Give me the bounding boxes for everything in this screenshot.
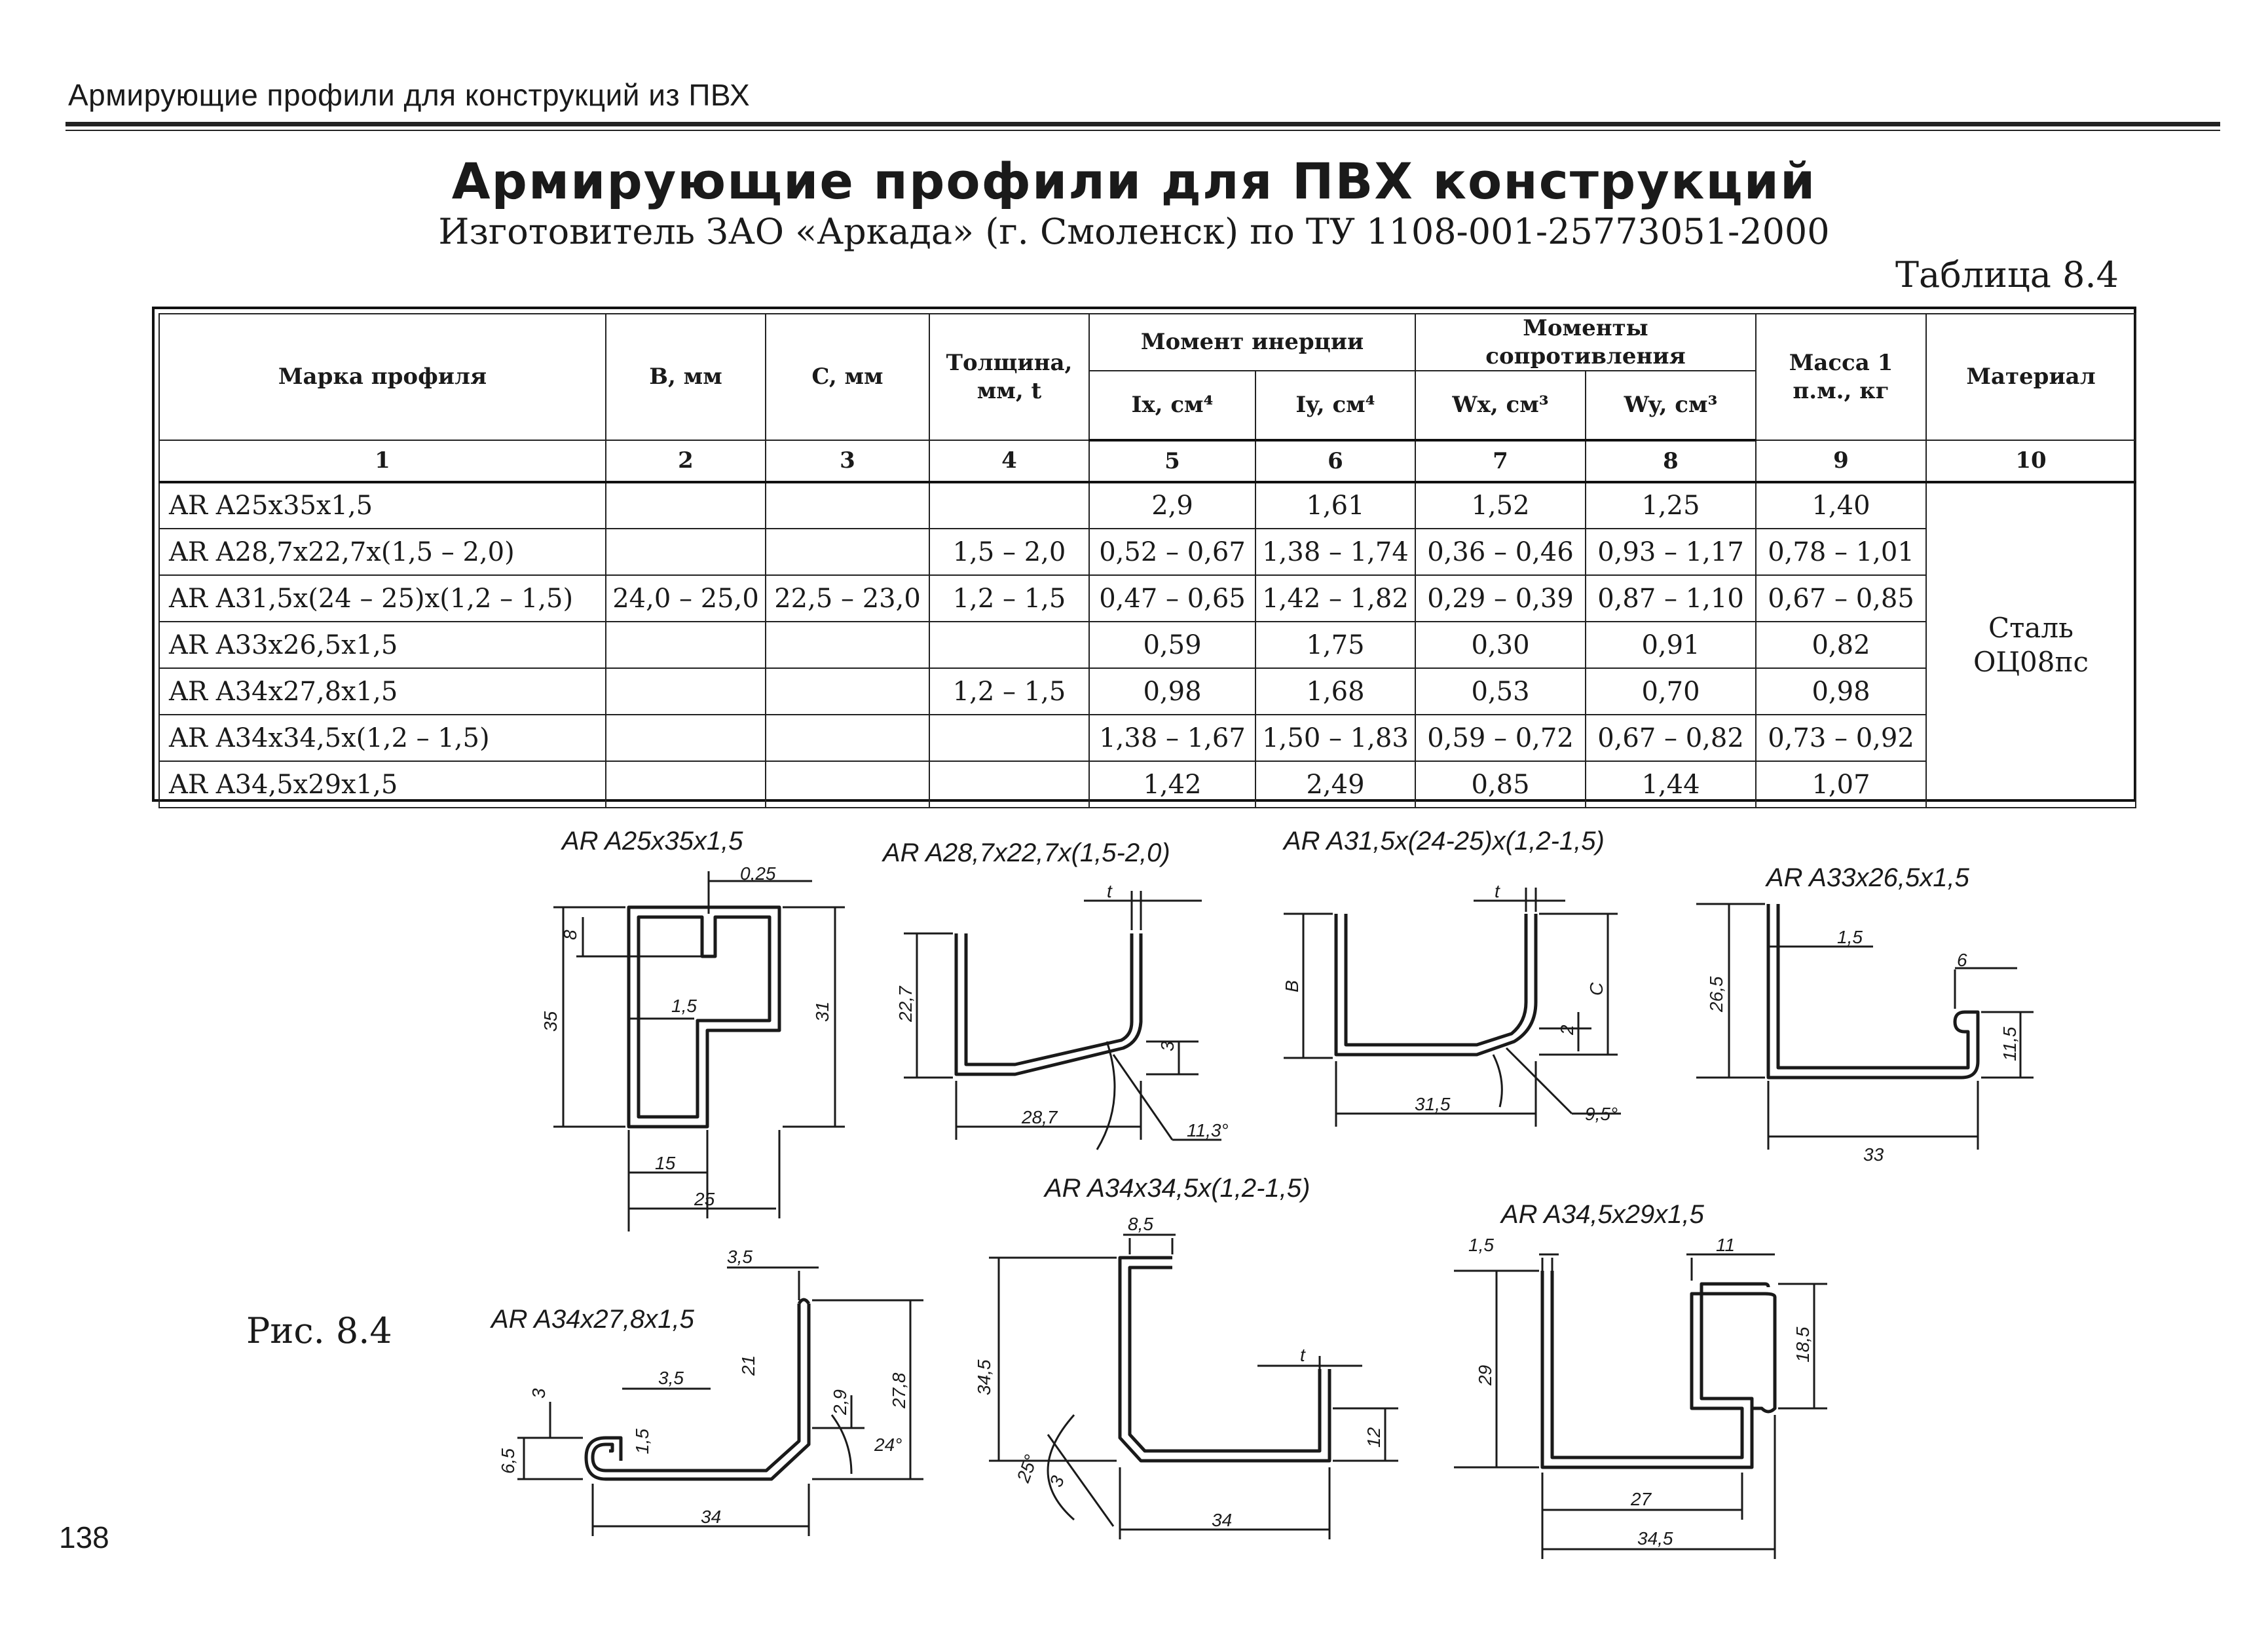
- dim-label: 25: [694, 1189, 715, 1209]
- cell-wy: 0,70: [1586, 668, 1756, 715]
- cell-mark: AR A34x34,5x(1,2 – 1,5): [159, 715, 606, 761]
- column-number: 10: [1926, 440, 2136, 482]
- dim-label: 31: [812, 1001, 832, 1022]
- header-material: Материал: [1926, 314, 2136, 440]
- dim-label: t: [1300, 1345, 1305, 1365]
- dim-label: 6,5: [498, 1448, 518, 1474]
- cell-iy: 2,49: [1255, 761, 1415, 808]
- cell-mass: 0,82: [1756, 622, 1926, 668]
- cell-mark: AR A34x27,8x1,5: [159, 668, 606, 715]
- dim-label: 8,5: [1128, 1214, 1153, 1234]
- cell-iy: 1,75: [1255, 622, 1415, 668]
- dim-label: 1,5: [632, 1429, 652, 1454]
- figure-label-a28x22: AR A28,7x22,7x(1,5-2,0): [883, 838, 1170, 867]
- page-subtitle: Изготовитель ЗАО «Аркада» (г. Смоленск) по ТУ 1108-001-25773051-2000: [438, 211, 1830, 252]
- figure-label-a25x35: AR A25x35x1,5: [562, 827, 743, 855]
- cell-iy: 1,61: [1255, 482, 1415, 529]
- profile-drawing-a34x34: [989, 1235, 1398, 1539]
- cell-wx: 0,59 – 0,72: [1415, 715, 1586, 761]
- header-c: C, мм: [766, 314, 929, 440]
- column-number: 5: [1089, 440, 1255, 482]
- dim-label: 6: [1957, 950, 1967, 970]
- cell-wx: 0,29 – 0,39: [1415, 575, 1586, 622]
- dim-label: 15: [655, 1153, 676, 1173]
- dim-label: 34: [1212, 1510, 1233, 1530]
- dim-label: 2: [1557, 1024, 1577, 1035]
- table-number: Таблица 8.4: [1895, 254, 2119, 295]
- dim-label: 0,25: [740, 863, 776, 884]
- figure-label-a34x27: AR A34x27,8x1,5: [491, 1305, 694, 1334]
- dim-label: C: [1586, 982, 1607, 996]
- profile-drawing-a31x24: [1284, 888, 1621, 1127]
- column-number: 3: [766, 440, 929, 482]
- cell-wy: 0,91: [1586, 622, 1756, 668]
- cell-wy: 0,93 – 1,17: [1586, 529, 1756, 575]
- header-b: B, мм: [606, 314, 766, 440]
- figure-label-a34x34: AR A34x34,5x(1,2-1,5): [1045, 1174, 1311, 1203]
- cell-mass: 0,73 – 0,92: [1756, 715, 1926, 761]
- dim-label: 3: [1157, 1041, 1178, 1051]
- cell-material: Сталь ОЦ08пс: [1926, 482, 2136, 808]
- cell-ix: 0,59: [1089, 622, 1255, 668]
- header-iy: Iy, см⁴: [1255, 371, 1415, 440]
- cell-t: 1,2 – 1,5: [929, 668, 1089, 715]
- figure-label-a34x29: AR A34,5x29x1,5: [1501, 1200, 1704, 1229]
- page-number: 138: [59, 1520, 109, 1554]
- dim-label: 25°: [1013, 1452, 1042, 1486]
- header-inertia: Момент инерции: [1089, 314, 1415, 371]
- dim-label: 33: [1863, 1144, 1884, 1165]
- dim-label: t: [1107, 881, 1112, 901]
- profile-drawing-a34x29: [1454, 1254, 1827, 1559]
- cell-mass: 0,78 – 1,01: [1756, 529, 1926, 575]
- cell-mark: AR A31,5x(24 – 25)x(1,2 – 1,5): [159, 575, 606, 622]
- figure-label-a31x24: AR A31,5x(24-25)x(1,2-1,5): [1284, 827, 1605, 855]
- profile-drawing-a25x35: [553, 871, 845, 1231]
- cell-mass: 0,67 – 0,85: [1756, 575, 1926, 622]
- dim-label: 26,5: [1706, 976, 1726, 1012]
- cell-mass: 1,40: [1756, 482, 1926, 529]
- header-ix: Ix, см⁴: [1089, 371, 1255, 440]
- cell-b: 24,0 – 25,0: [606, 575, 766, 622]
- dim-label: 1,5: [1468, 1235, 1494, 1255]
- dim-label: 28,7: [1022, 1107, 1058, 1127]
- header-wx: Wx, см³: [1415, 371, 1586, 440]
- dim-label: 3: [529, 1388, 549, 1399]
- cell-ix: 2,9: [1089, 482, 1255, 529]
- column-number: 7: [1415, 440, 1586, 482]
- header-mark: Марка профиля: [159, 314, 606, 440]
- dim-label: 31,5: [1415, 1094, 1451, 1114]
- cell-wx: 1,52: [1415, 482, 1586, 529]
- dim-label: 18,5: [1793, 1326, 1813, 1362]
- profile-drawing-a33x26: [1696, 904, 2034, 1150]
- cell-wy: 0,87 – 1,10: [1586, 575, 1756, 622]
- cell-wx: 0,53: [1415, 668, 1586, 715]
- dim-label: 3: [1045, 1473, 1068, 1490]
- dim-label: 27: [1631, 1489, 1652, 1509]
- dim-label: 24°: [874, 1435, 902, 1455]
- cell-t: 1,2 – 1,5: [929, 575, 1089, 622]
- cell-mass: 0,98: [1756, 668, 1926, 715]
- header-wy: Wy, см³: [1586, 371, 1756, 440]
- cell-c: 22,5 – 23,0: [766, 575, 929, 622]
- cell-t: 1,5 – 2,0: [929, 529, 1089, 575]
- dim-label: 2,9: [830, 1389, 850, 1415]
- cell-ix: 1,42: [1089, 761, 1255, 808]
- dim-label: 11: [1716, 1235, 1736, 1255]
- dim-label: 34: [701, 1507, 722, 1527]
- cell-iy: 1,68: [1255, 668, 1415, 715]
- figure-label-a33x26: AR A33x26,5x1,5: [1766, 863, 1969, 892]
- cell-mark: AR A25x35x1,5: [159, 482, 606, 529]
- dim-label: 22,7: [895, 986, 916, 1022]
- column-number: 4: [929, 440, 1089, 482]
- header-mass: Масса 1 п.м., кг: [1756, 314, 1926, 440]
- dim-label: 8: [560, 930, 580, 940]
- cell-mark: AR A28,7x22,7x(1,5 – 2,0): [159, 529, 606, 575]
- cell-mass: 1,07: [1756, 761, 1926, 808]
- column-number: 1: [159, 440, 606, 482]
- cell-wy: 0,67 – 0,82: [1586, 715, 1756, 761]
- dim-label: 3,5: [658, 1368, 684, 1388]
- cell-ix: 0,47 – 0,65: [1089, 575, 1255, 622]
- dim-label: 34,5: [1637, 1528, 1673, 1549]
- cell-iy: 1,50 – 1,83: [1255, 715, 1415, 761]
- cell-wx: 0,36 – 0,46: [1415, 529, 1586, 575]
- dim-label: 34,5: [974, 1359, 994, 1395]
- header-resistance: Моменты сопротивления: [1415, 314, 1756, 371]
- cell-wy: 1,25: [1586, 482, 1756, 529]
- dim-label: 12: [1364, 1427, 1384, 1448]
- cell-mark: AR A34,5x29x1,5: [159, 761, 606, 808]
- cell-wx: 0,30: [1415, 622, 1586, 668]
- header-thickness: Толщина, мм, t: [929, 314, 1089, 440]
- dim-label: 11,3°: [1187, 1120, 1229, 1140]
- cell-iy: 1,42 – 1,82: [1255, 575, 1415, 622]
- dim-label: 1,5: [671, 996, 697, 1016]
- cell-wy: 1,44: [1586, 761, 1756, 808]
- cell-iy: 1,38 – 1,74: [1255, 529, 1415, 575]
- dim-label: 27,8: [889, 1372, 909, 1408]
- profile-drawing-a28x22: [904, 891, 1221, 1150]
- column-number: 9: [1756, 440, 1926, 482]
- dim-label: 1,5: [1837, 927, 1863, 947]
- dim-label: 3,5: [727, 1247, 753, 1267]
- cell-ix: 0,98: [1089, 668, 1255, 715]
- column-number: 8: [1586, 440, 1756, 482]
- dim-label: t: [1495, 881, 1500, 901]
- page-title: Армирующие профили для ПВХ конструкций: [451, 152, 1817, 210]
- cell-wx: 0,85: [1415, 761, 1586, 808]
- dim-label: 9,5°: [1585, 1104, 1618, 1124]
- dim-label: 35: [540, 1011, 561, 1032]
- running-title: Армирующие профили для конструкций из ПВХ: [68, 78, 751, 112]
- cell-ix: 0,52 – 0,67: [1089, 529, 1255, 575]
- cell-mark: AR A33x26,5x1,5: [159, 622, 606, 668]
- figure-caption: Рис. 8.4: [246, 1310, 392, 1351]
- cell-ix: 1,38 – 1,67: [1089, 715, 1255, 761]
- dim-label: 29: [1475, 1364, 1495, 1385]
- dim-label: 21: [738, 1355, 758, 1376]
- dim-label: B: [1282, 980, 1302, 992]
- column-number: 2: [606, 440, 766, 482]
- dim-label: 11,5: [1999, 1026, 2020, 1061]
- column-number: 6: [1255, 440, 1415, 482]
